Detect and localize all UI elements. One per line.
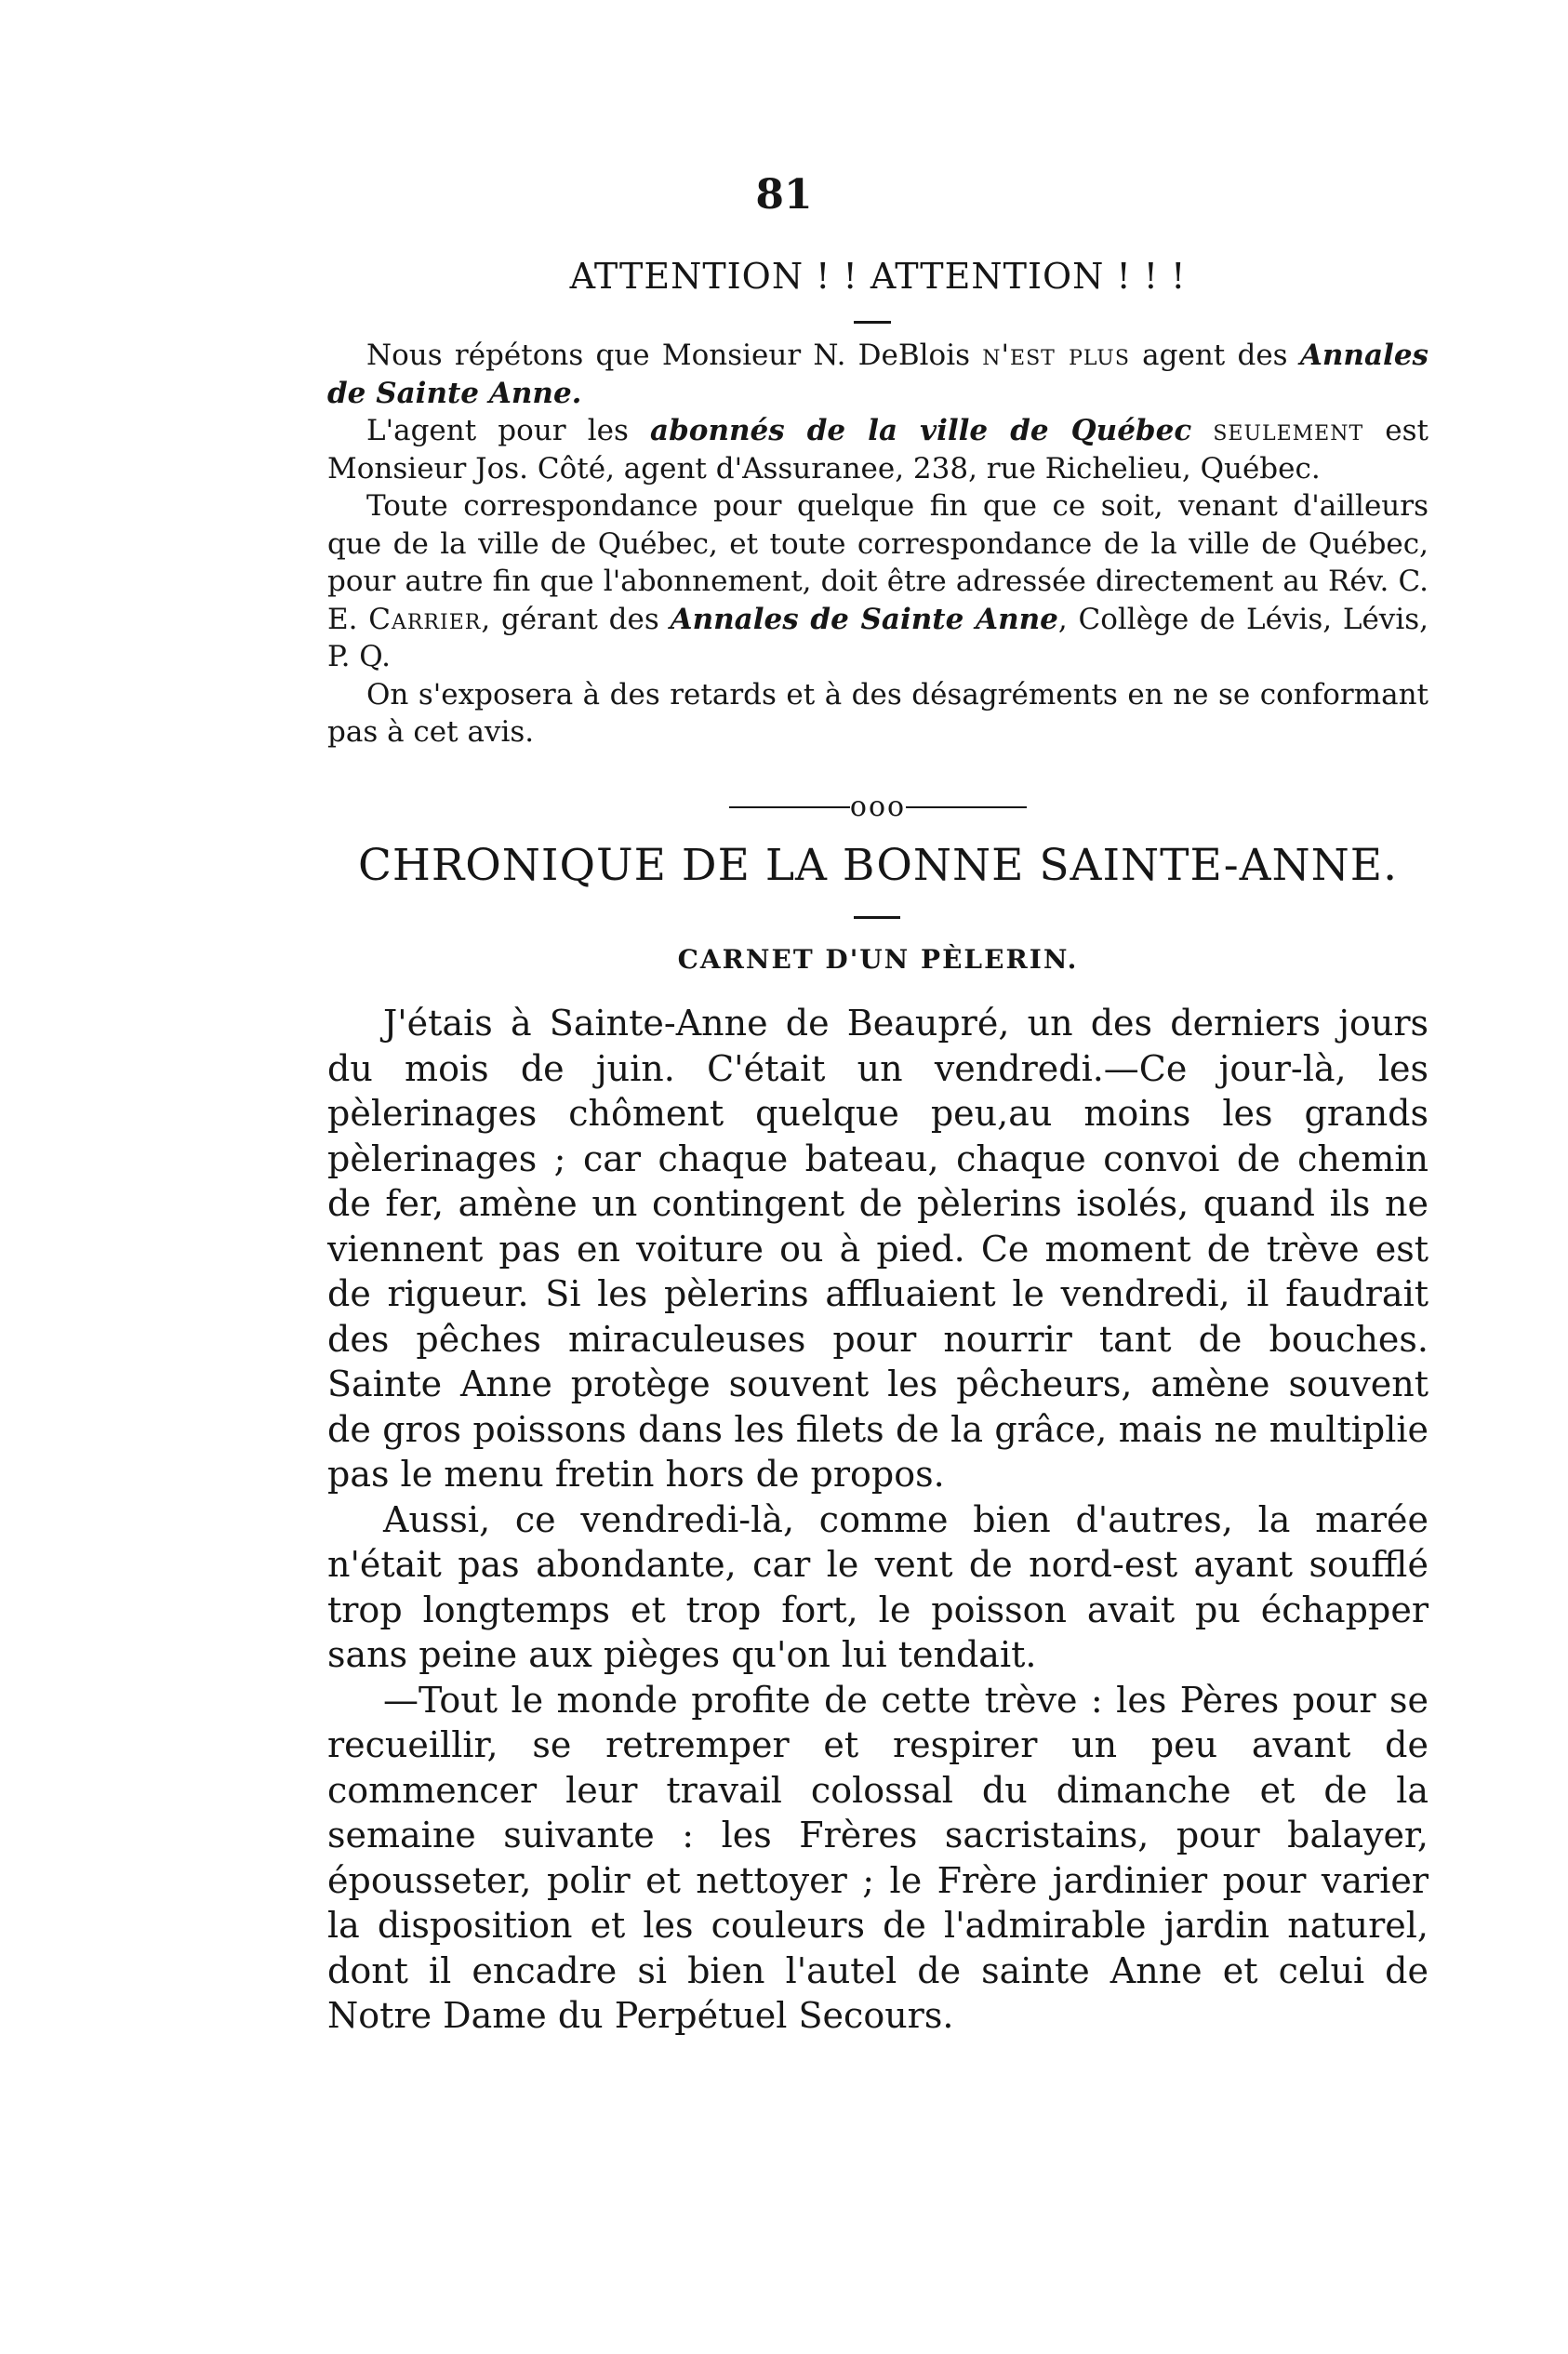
body-paragraph-2: Aussi, ce vendredi-là, comme bien d'autres, la marée n'était pas abondante, car le vent de nord-est ayant soufflé trop longtemps et trop fort, le poisson avait pu échapper sans peine aux pièges qu'on lui tendait.	[327, 1498, 1428, 1675]
page-number: 81	[755, 171, 813, 219]
notice-paragraph-3: Toute correspondance pour quelque fin que ce soit, venant d'ailleurs que de la ville de Québec, et toute correspondance de la ville de Québec, pour autre fin que l'abonnement, doit être adressée directement au Rév. C. E. Carrier, gérant des Annales de Sainte Anne, Collège de Lévis, Lévis, P. Q.	[327, 489, 1429, 673]
notice-paragraph-4: On s'exposera à des retards et à des désagréments en ne se conformant pas à cet avis.	[327, 677, 1428, 749]
body-paragraph-1: J'étais à Sainte-Anne de Beaupré, un des derniers jours du mois de juin. C'était un vendredi.—Ce jour-là, les pèlerinages chôment quelque peu,au moins les grands pèlerinages ; car chaque bateau, chaque convoi de chemin de fer, amène un contingent de pèlerins isolés, quand ils ne viennent pas en voiture ou à pied. Ce moment de trève est de rigueur. Si les pèlerins affluaient le vendredi, il faudrait des pêches miraculeuses pour nourrir tant de bouches. Sainte Anne protège souvent les pêcheurs, amène souvent de gros poissons dans les filets de la grâce, mais ne multiplie pas le menu fretin hors de propos.	[327, 1003, 1428, 1495]
separator-line-left	[729, 806, 850, 808]
chronique-title: CHRONIQUE DE LA BONNE SAINTE-ANNE.	[357, 840, 1399, 891]
notice-paragraph-1: Nous répétons que Monsieur N. DeBlois n'est plus agent des Annales de Sainte Anne.	[327, 339, 1428, 410]
attention-heading: ATTENTION ! ! ATTENTION ! ! !	[569, 256, 1187, 297]
short-rule	[854, 321, 891, 324]
separator-line-right	[906, 806, 1027, 808]
chronique-body	[327, 1001, 1428, 2039]
section-separator	[327, 789, 1428, 826]
notice-paragraph-2: L'agent pour les abonnés de la ville de Québec seulement est Monsieur Jos. Côté, agent d'Assuranee, 238, rue Richelieu, Québec.	[327, 414, 1428, 485]
notice-block	[327, 337, 1428, 751]
body-paragraph-3: —Tout le monde profite de cette trève : les Pères pour se recueillir, se retremper et respirer un peu avant de commencer leur travail colossal du dimanche et de la semaine suivante : les Frères sacristains, pour balayer, épousseter, polir et nettoyer ; le Frère jardinier pour varier la disposition et les couleurs de l'admirable jardin naturel, dont il encadre si bien l'autel de sainte Anne et celui de Notre Dame du Perpétuel Secours.	[327, 1679, 1428, 2036]
chronique-subtitle: CARNET D'UN PÈLERIN.	[677, 944, 1079, 975]
short-rule-2	[854, 916, 900, 919]
separator-text: ooo	[849, 791, 907, 823]
